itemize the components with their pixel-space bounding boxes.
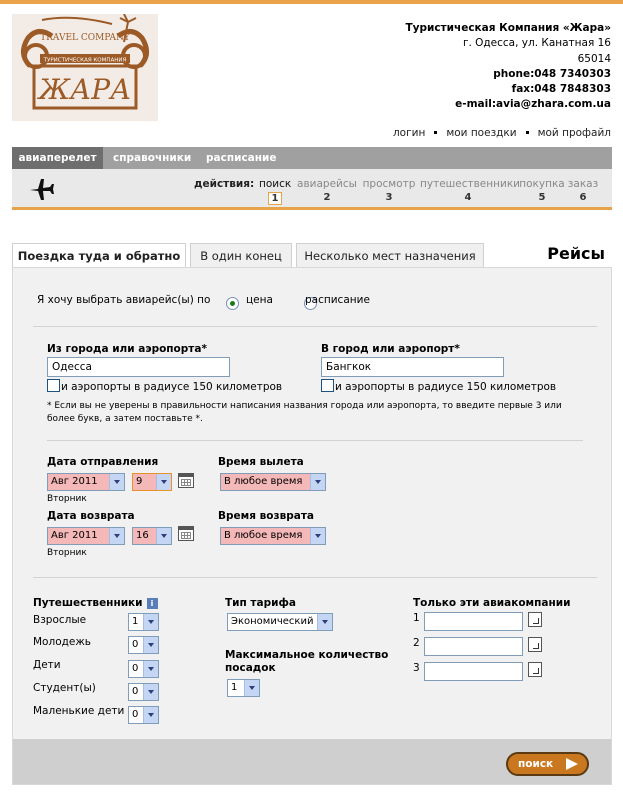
step-number: 4	[464, 192, 472, 203]
company-email: e-mail:avia@zhara.com.ua	[455, 98, 611, 111]
fare-type-select[interactable]	[227, 613, 333, 631]
fare-type-value: Экономический	[231, 616, 314, 627]
divider	[33, 577, 597, 578]
city-hint-note: * Если вы не уверены в правильности написания названия города или аэропорта, то введите первые 3 или более букв, а затем поставьте *.	[47, 401, 562, 424]
travelers-title: Путешественники	[33, 597, 143, 609]
step-number: 1	[268, 192, 282, 205]
select-by-label: Я хочу выбрать авиарейс(ы) по	[37, 294, 211, 306]
to-radius-label: и аэропорты в радиусе 150 километров	[335, 381, 557, 393]
adults-label: Взрослые	[33, 614, 87, 626]
menu-separator	[526, 131, 529, 134]
chevron-down-icon	[143, 684, 158, 700]
chevron-down-icon	[143, 661, 158, 677]
schedule-radio-label: расписание	[305, 294, 370, 306]
nav-reference[interactable]: справочники	[113, 152, 192, 164]
return-month-value: Авг 2011	[51, 530, 98, 541]
airline-3-input[interactable]	[424, 662, 523, 681]
departure-month-value: Авг 2011	[51, 476, 98, 487]
price-radio[interactable]	[226, 297, 239, 310]
tab-multi-destination[interactable]: Несколько мест назначения	[296, 243, 484, 268]
airlines-label: Только эти авиакомпании	[413, 597, 571, 609]
logo-top-text: TRAVEL COMPANY	[40, 33, 130, 43]
children-value: 0	[132, 663, 139, 674]
step-order	[567, 178, 599, 203]
step-number: 6	[579, 192, 587, 203]
to-label: В город или аэропорт*	[321, 343, 460, 355]
chevron-down-icon	[156, 528, 171, 544]
return-day-value: 16	[136, 530, 149, 541]
calendar-icon[interactable]	[178, 526, 194, 541]
from-radius-label: и аэропорты в радиусе 150 километров	[61, 381, 283, 393]
return-time-select[interactable]	[220, 527, 326, 545]
info-icon[interactable]: i	[147, 598, 158, 609]
max-stops-value: 1	[231, 682, 238, 693]
airline-1-input[interactable]	[424, 612, 523, 631]
step-label: просмотр	[362, 178, 416, 190]
step-flights	[297, 178, 357, 203]
price-radio-label: цена	[246, 294, 273, 306]
step-label: путешественники	[420, 178, 520, 190]
adults-select[interactable]	[128, 613, 159, 631]
chevron-down-icon	[244, 680, 259, 696]
from-radius-checkbox[interactable]	[47, 379, 60, 392]
step-label: покупка	[519, 178, 565, 190]
airplane-icon	[28, 175, 56, 203]
students-value: 0	[132, 686, 139, 697]
search-button-label: поиск	[518, 758, 554, 770]
children-label: Дети	[33, 659, 61, 671]
step-travelers	[420, 178, 520, 203]
nav-schedule[interactable]: расписание	[206, 152, 277, 164]
chevron-down-icon	[143, 637, 158, 653]
nav-flight[interactable]: авиаперелет	[12, 147, 103, 169]
chevron-down-icon	[109, 474, 124, 490]
return-weekday: Вторник	[47, 548, 87, 558]
login-link[interactable]: логин	[392, 127, 426, 139]
return-time-value: В любое время	[224, 530, 303, 541]
step-label: авиарейсы	[297, 178, 357, 190]
user-menu	[393, 127, 611, 139]
divider	[47, 440, 583, 441]
company-address: г. Одесса, ул. Канатная 16	[462, 37, 611, 50]
return-day-select[interactable]	[132, 527, 172, 545]
max-stops-label-line2: посадок	[225, 662, 276, 674]
departure-time-select[interactable]	[220, 473, 326, 491]
departure-month-select[interactable]	[47, 473, 125, 491]
tab-roundtrip[interactable]: Поездка туда и обратно	[12, 243, 186, 269]
chevron-down-icon	[143, 707, 158, 723]
company-fax: fax:048 7848303	[511, 83, 611, 96]
departure-date-label: Дата отправления	[47, 456, 159, 468]
to-input[interactable]: Бангкок	[321, 357, 504, 377]
infants-value: 0	[132, 709, 139, 720]
company-name: Туристическая Компания «Жара»	[405, 22, 611, 34]
page-title: Рейсы	[547, 244, 605, 263]
return-time-label: Время возврата	[218, 510, 314, 522]
menu-separator	[434, 131, 437, 134]
zhara-logo[interactable]	[12, 14, 158, 121]
departure-weekday: Вторник	[47, 494, 87, 504]
airline-2-number: 2	[413, 637, 420, 649]
departure-day-select[interactable]	[132, 473, 172, 491]
from-input[interactable]: Одесса	[47, 357, 230, 377]
children-select[interactable]	[128, 660, 159, 678]
trip-type-tabs	[12, 243, 612, 268]
return-date-label: Дата возврата	[47, 510, 135, 522]
departure-day-value: 9	[136, 476, 143, 487]
my-trips-link[interactable]: мои поездки	[446, 127, 517, 139]
step-number: 3	[385, 192, 393, 203]
youth-value: 0	[132, 639, 139, 650]
logo-main-text: ЖАРА	[38, 73, 132, 106]
step-number: 5	[538, 192, 546, 203]
search-form-panel	[12, 267, 612, 785]
step-label: заказ	[567, 178, 599, 190]
play-arrow-icon	[566, 758, 578, 770]
chevron-down-icon	[317, 614, 332, 630]
lookup-icon[interactable]	[528, 637, 542, 652]
search-button[interactable]	[506, 752, 589, 776]
step-number: 2	[323, 192, 331, 203]
form-footer	[13, 739, 611, 784]
lookup-icon[interactable]	[528, 662, 542, 677]
calendar-icon[interactable]	[178, 473, 194, 488]
airline-2-input[interactable]	[424, 637, 523, 656]
step-purchase	[519, 178, 565, 203]
fare-type-label: Тип тарифа	[225, 597, 296, 609]
departure-time-value: В любое время	[224, 476, 303, 487]
travelers-label	[33, 597, 158, 609]
tab-oneway[interactable]: В один конец	[190, 243, 292, 268]
chevron-down-icon	[143, 614, 158, 630]
max-stops-select[interactable]	[227, 679, 260, 697]
infants-label: Маленькие дети	[33, 705, 125, 717]
step-search[interactable]	[259, 178, 291, 205]
company-phone: phone:048 7340303	[493, 67, 611, 80]
lookup-icon[interactable]	[528, 612, 542, 627]
to-radius-checkbox[interactable]	[321, 379, 334, 392]
adults-value: 1	[132, 616, 139, 627]
chevron-down-icon	[310, 474, 325, 490]
chevron-down-icon	[109, 528, 124, 544]
max-stops-label-line1: Максимальное количество	[225, 649, 389, 661]
company-info	[351, 21, 611, 113]
from-label: Из города или аэропорта*	[47, 343, 207, 355]
divider	[33, 326, 597, 327]
return-month-select[interactable]	[47, 527, 125, 545]
my-profile-link[interactable]: мой профайл	[537, 127, 611, 139]
steps-label: действия:	[194, 178, 255, 190]
company-zip: 65014	[577, 52, 611, 65]
airline-3-number: 3	[413, 662, 420, 674]
students-label: Студент(ы)	[33, 682, 96, 694]
logo-sub-text: ТУРИСТИЧЕСКАЯ КОМПАНИЯ	[43, 57, 127, 64]
airline-1-number: 1	[413, 612, 420, 624]
main-nav	[12, 147, 612, 169]
steps-bar	[12, 169, 612, 210]
step-review	[361, 178, 417, 203]
max-stops-label	[225, 649, 388, 675]
youth-select[interactable]	[128, 636, 159, 654]
chevron-down-icon	[156, 474, 171, 490]
departure-time-label: Время вылета	[218, 456, 304, 468]
youth-label: Молодежь	[33, 636, 91, 648]
students-select[interactable]	[128, 683, 159, 701]
infants-select[interactable]	[128, 706, 159, 724]
top-accent-line	[0, 0, 623, 4]
chevron-down-icon	[310, 528, 325, 544]
step-label: поиск	[259, 178, 292, 190]
